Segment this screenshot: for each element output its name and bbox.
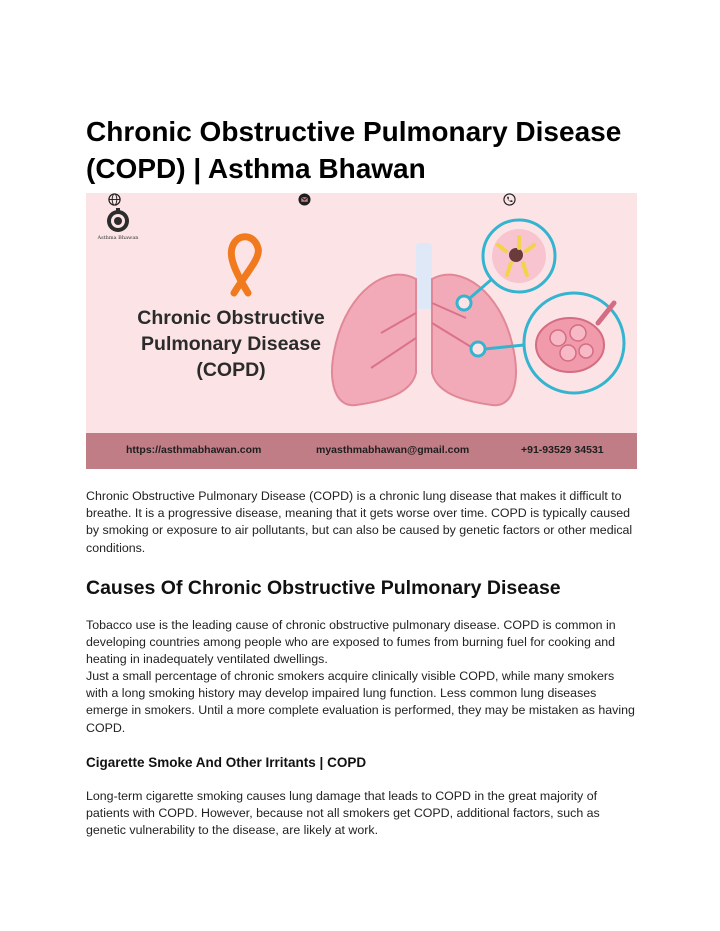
banner-title-line: (COPD) [196, 359, 266, 381]
magnified-airway-icon [483, 220, 555, 292]
banner-title-line: Pulmonary Disease [141, 333, 321, 355]
logo-caption: Asthma Bhawan [97, 235, 139, 241]
copd-banner-image [86, 193, 637, 469]
section-heading-causes: Causes Of Chronic Obstructive Pulmonary Disease [86, 577, 561, 599]
banner-title-line: Chronic Obstructive [137, 307, 325, 329]
trachea-shape [416, 243, 432, 309]
section-heading-cigarette-smoke: Cigarette Smoke And Other Irritants | COPD [86, 755, 367, 770]
email-icon [298, 193, 311, 206]
email-text: myasthmabhawan@gmail.com [316, 444, 470, 456]
causes-paragraph-2: Just a small percentage of chronic smokers acquire clinically visible COPD, while many smokers with a long smoking history may develop impaired lung function. Less common lung diseases emerge in smokers. Until a more complete evaluation is performed, they may be mistaken as having COPD. [86, 669, 635, 735]
banner-title [116, 305, 346, 383]
phone-text: +91-93529 34531 [521, 444, 604, 456]
page-title: Chronic Obstructive Pulmonary Disease (COPD) | Asthma Bhawan [86, 116, 622, 184]
cigarette-smoke-paragraph: Long-term cigarette smoking causes lung damage that leads to COPD in the great majority of patients with COPD. However, because not all smokers get COPD, additional factors, such as genetic vulnerability to the disease, are likely at work. [86, 789, 600, 838]
phone-icon [503, 193, 516, 206]
website-text: https://asthmabhawan.com [126, 444, 262, 456]
causes-paragraph-1: Tobacco use is the leading cause of chronic obstructive pulmonary disease. COPD is common in developing countries among people who are exposed to fumes from burning fuel for cooking and heating in inadequately ventilated dwellings. [86, 618, 616, 667]
magnified-alveoli-icon [524, 293, 624, 393]
orange-ribbon-icon [231, 237, 258, 293]
asthma-bhawan-logo-icon [107, 208, 129, 232]
intro-paragraph: Chronic Obstructive Pulmonary Disease (COPD) is a chronic lung disease that makes it difficult to breathe. It is a progressive disease, meaning that it gets worse over time. COPD is typically caused by smoking or exposure to air pollutants, but can also be caused by genetic factors or other medical conditions. [86, 489, 633, 555]
globe-icon [108, 193, 121, 206]
